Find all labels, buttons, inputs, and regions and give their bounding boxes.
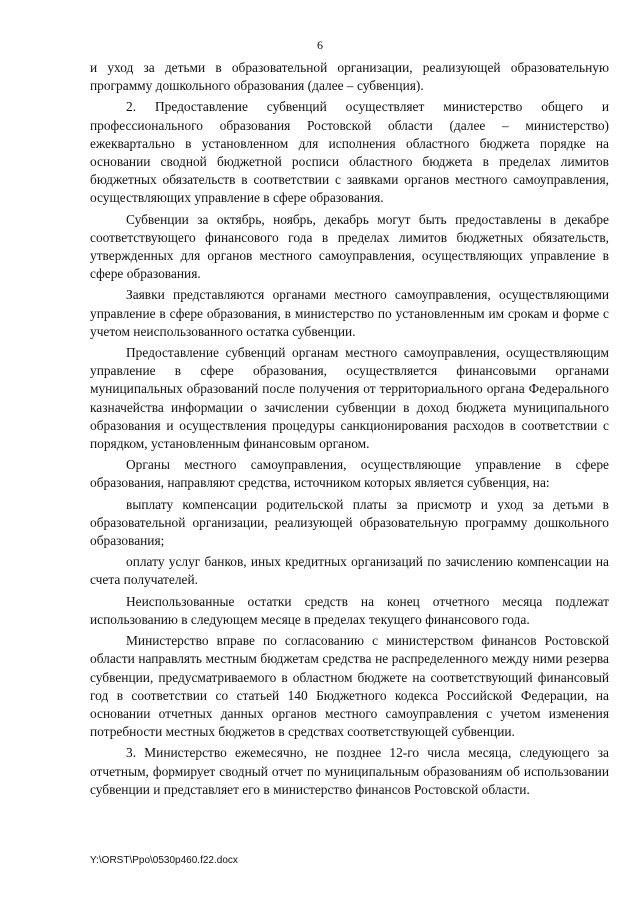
paragraph-unused-balances: Неиспользованные остатки средств на конец отчетного месяца подлежат использованию в следующем месяце в пределах текущего финансового года. <box>90 593 609 627</box>
paragraph-section-3: 3. Министерство ежемесячно, не позднее 12-го числа месяца, следующего за отчетным, формирует сводный отчет по муниципальным образованиям об использовании субвенции и представляет его в министерство финансов Ростовской области. <box>90 745 609 797</box>
page-number: 6 <box>317 38 323 52</box>
paragraph-section-2: 2. Предоставление субвенций осуществляет министерство общего и профессионального образования Ростовской области (далее – министерство) ежеквартально в установленном для исполнения областного бюджета порядке на основании сводной бюджетной росписи областного бюджета в пределах лимитов бюджетных обязательств в соответствии с заявками органов местного самоуправления, осуществляющих управление в сфере образования. <box>90 99 609 206</box>
paragraph-provision: Предоставление субвенций органам местного самоуправления, осуществляющим управление в сфере образования, осуществляется финансовыми органами муниципальных образований после получения от территориального органа Федерального казначейства информации о зачислении субвенции в доход бюджета муниципального образования и осуществления процедуры санкционирования расходов в соответствии с порядком, установленным финансовым органом. <box>90 345 609 452</box>
paragraph-list-item-compensation: выплату компенсации родительской платы за присмотр и уход за детьми в образовательной организации, реализующей образовательную программу дошкольного образования; <box>90 496 609 549</box>
paragraph-directions: Органы местного самоуправления, осуществляющие управление в сфере образования, направляют средства, источником которых является субвенция, на: <box>90 457 609 491</box>
document-body <box>90 59 609 799</box>
paragraph-continuation: и уход за детьми в образовательной организации, реализующей образовательную программу дошкольного образования (далее – субвенция). <box>90 60 609 94</box>
paragraph-applications: Заявки представляются органами местного самоуправления, осуществляющими управление в сфере образования, в министерство по установленным им срокам и форме с учетом неиспользованного остатка субвенции. <box>90 287 609 339</box>
paragraph-subvention-q4: Субвенции за октябрь, ноябрь, декабрь могут быть предоставлены в декабре соответствующего финансового года в пределах лимитов бюджетных обязательств, утвержденных для органов местного самоуправления, осуществляющих управление в сфере образования. <box>90 211 609 282</box>
paragraph-reserve: Министерство вправе по согласованию с министерством финансов Ростовской области направлять местным бюджетам средства не распределенного между ними резерва субвенции, предусматриваемого в областном бюджете на соответствующий финансовый год в соответствии со статьей 140 Бюджетного кодекса Российской Федерации, на основании отчетных данных органов местного самоуправления с учетом изменения потребности местных бюджетов в средствах соответствующей субвенции. <box>90 633 609 740</box>
paragraph-list-item-bank-services: оплату услуг банков, иных кредитных организаций по зачислению компенсации на счета получателей. <box>90 554 609 588</box>
file-path-footer: Y:\ORST\Ppo\0530p460.f22.docx <box>90 855 238 866</box>
